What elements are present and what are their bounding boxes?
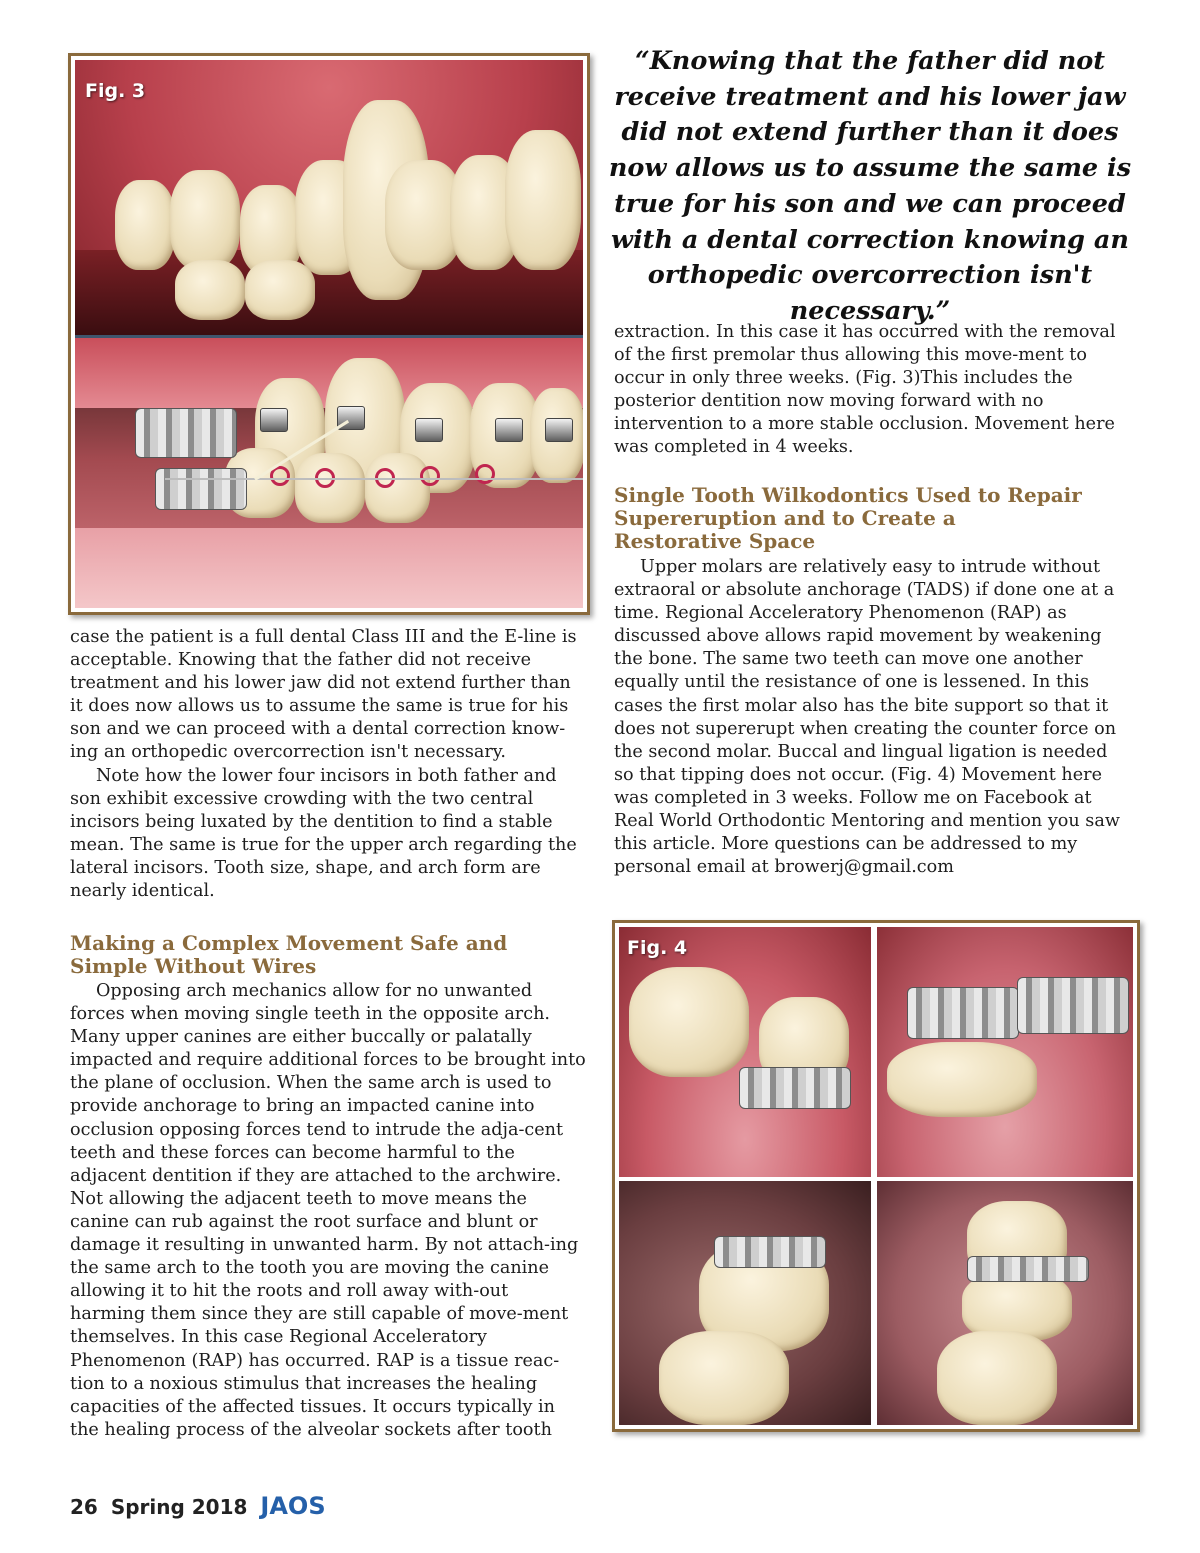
issue-date: Spring 2018	[110, 1495, 248, 1519]
molar-band	[907, 987, 1019, 1039]
molar-band	[155, 468, 247, 510]
archwire	[165, 478, 583, 480]
tooth	[887, 1042, 1037, 1117]
ligature	[420, 466, 440, 486]
molar-band	[967, 1256, 1089, 1282]
page-number: 26	[70, 1495, 98, 1519]
tooth	[629, 967, 749, 1077]
tooth	[245, 260, 315, 320]
paragraph: Upper molars are relatively easy to intrude without extraoral or absolute anchorage (TADS) if done one at a time. Regional Acceleratory Phenomenon (RAP) as discussed above allows rapid movement by weakening the bone. The same two teeth can move one another equally until the resistance of one is lessened. In this cases the first molar also has the bite support so that it does not supererupt when creating the counter force on the second molar. Buccal and lingual ligation is needed so that tipping does not occur. (Fig. 4) Movement here was completed in 3 weeks. Follow me on Facebook at Real World Orthodontic Mentoring and mention you saw this article. More questions can be addressed to my personal email at browerj@gmail.com	[614, 557, 1120, 878]
left-column-text-bottom	[70, 980, 586, 1442]
figure-4-photo-1	[619, 927, 871, 1177]
figure-3-photo-after	[75, 338, 583, 608]
molar-band	[135, 408, 237, 458]
molar-band	[739, 1067, 851, 1109]
figure-4-label: Fig. 4	[627, 937, 688, 959]
tooth	[175, 260, 245, 320]
molar-band	[714, 1236, 826, 1268]
figure-4-photo-4	[877, 1181, 1133, 1425]
tooth	[295, 453, 365, 523]
bracket	[545, 418, 573, 442]
tooth	[365, 453, 430, 523]
paragraph: Note how the lower four incisors in both father and son exhibit excessive crowding with the two central incisors being luxated by the dentition to find a stable mean. The same is true for the upper arch regarding the lateral incisors. Tooth size, shape, and arch form are nearly identical.	[70, 765, 577, 902]
paragraph: case the patient is a full dental Class III and the E-line is acceptable. Knowing that the father did not receive treatment and his lower jaw did not extend further than it does now allows us to assume the same is true for his son and we can proceed with a dental correction know-ing an orthopedic overcorrection isn't necessary.	[70, 627, 577, 763]
figure-3-label: Fig. 3	[85, 80, 146, 102]
paragraph: Opposing arch mechanics allow for no unwanted forces when moving single teeth in the opposite arch. Many upper canines are either buccally or palatally impacted and require additional forces to be brought into the plane of occlusion. When the same arch is used to provide anchorage to bring an impacted canine into occlusion opposing forces tend to intrude the adja-cent teeth and these forces can become harmful to the adjacent dentition if they are attached to the archwire. Not allowing the adjacent teeth to move means the canine can rub against the root surface and blunt or damage it resulting in unwanted harm. By not attach-ing the same arch to the tooth you are moving the canine allowing it to hit the roots and roll away with-out harming them since they are still capable of move-ment themselves. In this case Regional Acceleratory Phenomenon (RAP) has occurred. RAP is a tissue reac-tion to a noxious stimulus that increases the healing capacities of the affected tissues. It occurs typically in the healing process of the alveolar sockets after tooth	[70, 981, 586, 1440]
bracket	[260, 408, 288, 432]
tooth	[937, 1331, 1057, 1425]
tooth	[170, 170, 240, 270]
pull-quote: “Knowing that the father did not receive treatment and his lower jaw did not extend further than it does now allows us to assume the same is true for his son and we can proceed with a dental correction knowing an orthopedic overcorrection isn't necessary.”	[608, 46, 1132, 326]
ligature	[475, 464, 495, 484]
bracket	[495, 418, 523, 442]
figure-3	[68, 53, 590, 615]
right-column-text-bottom	[614, 556, 1130, 879]
paragraph: extraction. In this case it has occurred with the removal of the first premolar thus allowing this move-ment to occur in only three weeks. (Fig. 3)This includes the posterior dentition now moving forward with no intervention to a more stable occlusion. Movement here was completed in 4 weeks.	[614, 322, 1116, 458]
figure-3-photo-before	[75, 60, 583, 335]
tooth	[115, 180, 175, 270]
tooth	[505, 130, 581, 270]
bracket	[415, 418, 443, 442]
tooth	[659, 1331, 789, 1425]
figure-4-photo-3	[619, 1181, 871, 1425]
page-footer	[70, 1492, 326, 1520]
journal-brand: JAOS	[260, 1492, 326, 1520]
section-heading-complex-movement: Making a Complex Movement Safe and Simple Without Wires	[70, 931, 508, 978]
molar-band	[1017, 977, 1129, 1034]
right-column-text-top	[614, 321, 1130, 460]
section-heading-wilkodontics: Single Tooth Wilkodontics Used to Repair Supereruption and to Create a Restorative Space	[614, 483, 1082, 553]
figure-4	[612, 920, 1140, 1432]
left-column-text-top	[70, 626, 586, 903]
lip	[75, 528, 583, 608]
figure-4-photo-2	[877, 927, 1133, 1177]
